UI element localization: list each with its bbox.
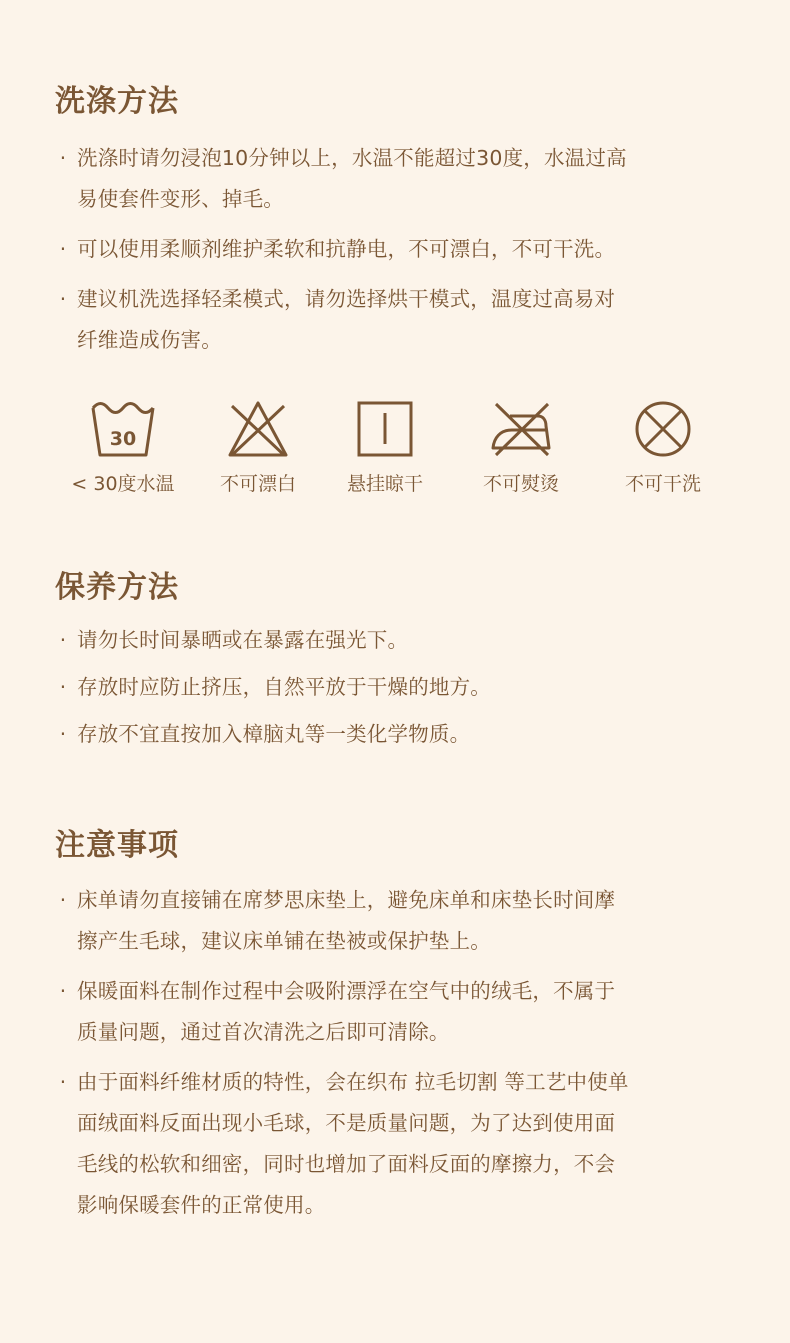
care-symbol-no-iron <box>451 392 591 502</box>
list-item <box>55 714 755 755</box>
list-item <box>55 1062 755 1226</box>
notes-section-title: 注意事项 <box>55 828 179 863</box>
icon-label: 悬挂晾干 <box>346 473 423 495</box>
no-bleach-icon <box>226 398 290 460</box>
bullet-dot: · <box>59 628 67 652</box>
list-item <box>55 620 755 661</box>
bullet-dot: · <box>59 146 67 170</box>
list-item-text: 建议机洗选择轻柔模式，请勿选择烘干模式，温度过高易对 <box>77 287 616 311</box>
list-item-text: 由于面料纤维材质的特性，会在织布 拉毛切割 等工艺中使单 <box>77 1070 629 1094</box>
list-item-text: 存放时应防止挤压，自然平放于干燥的地方。 <box>77 675 491 699</box>
list-item-text: 易使套件变形、掉毛。 <box>77 187 284 211</box>
list-item-text: 面绒面料反面出现小毛球，不是质量问题，为了达到使用面 <box>77 1111 616 1135</box>
bullet-dot: · <box>59 722 67 746</box>
bullet-dot: · <box>59 1070 67 1094</box>
washing-section-title: 洗涤方法 <box>55 84 179 119</box>
hang-dry-icon <box>354 398 416 460</box>
icon-label: < 30度水温 <box>71 473 175 495</box>
list-item-text: 请勿长时间暴晒或在暴露在强光下。 <box>77 628 409 652</box>
list-item-text: 质量问题，通过首次清洗之后即可清除。 <box>77 1020 450 1044</box>
wash-temp-text: 30 <box>109 428 137 450</box>
list-item-text: 洗涤时请勿浸泡10分钟以上，水温不能超过30度，水温过高 <box>77 146 627 170</box>
bullet-dot: · <box>59 287 67 311</box>
list-item <box>55 279 755 361</box>
no-dry-clean-icon <box>632 398 694 460</box>
list-item-text: 毛线的松软和细密，同时也增加了面料反面的摩擦力，不会 <box>77 1152 616 1176</box>
washing-list <box>55 138 755 370</box>
icon-label: 不可漂白 <box>219 473 296 495</box>
list-item-text: 影响保暖套件的正常使用。 <box>77 1193 326 1217</box>
no-iron-icon <box>488 398 554 460</box>
list-item-text: 存放不宜直按加入樟脑丸等一类化学物质。 <box>77 722 471 746</box>
list-item <box>55 971 755 1053</box>
care-symbol-hang-dry <box>315 392 455 502</box>
wash-30-icon <box>90 398 156 460</box>
bullet-dot: · <box>59 237 67 261</box>
bullet-dot: · <box>59 979 67 1003</box>
notes-list <box>55 880 755 1235</box>
list-item <box>55 880 755 962</box>
care-list <box>55 620 755 764</box>
care-symbol-no-bleach <box>188 392 328 502</box>
care-symbol-wash-30 <box>53 392 193 502</box>
list-item-text: 擦产生毛球，建议床单铺在垫被或保护垫上。 <box>77 929 491 953</box>
care-symbol-no-dry-clean <box>593 392 733 502</box>
list-item <box>55 138 755 220</box>
icon-label: 不可干洗 <box>624 473 701 495</box>
bullet-dot: · <box>59 888 67 912</box>
list-item-text: 床单请勿直接铺在席梦思床垫上，避免床单和床垫长时间摩 <box>77 888 616 912</box>
list-item-text: 可以使用柔顺剂维护柔软和抗静电，不可漂白，不可干洗。 <box>77 237 616 261</box>
icon-label: 不可熨烫 <box>482 473 559 495</box>
list-item <box>55 667 755 708</box>
care-section-title: 保养方法 <box>55 570 179 605</box>
list-item-text: 纤维造成伤害。 <box>77 328 222 352</box>
bullet-dot: · <box>59 675 67 699</box>
list-item-text: 保暖面料在制作过程中会吸附漂浮在空气中的绒毛，不属于 <box>77 979 616 1003</box>
care-symbols-row <box>0 392 790 502</box>
list-item <box>55 229 755 270</box>
